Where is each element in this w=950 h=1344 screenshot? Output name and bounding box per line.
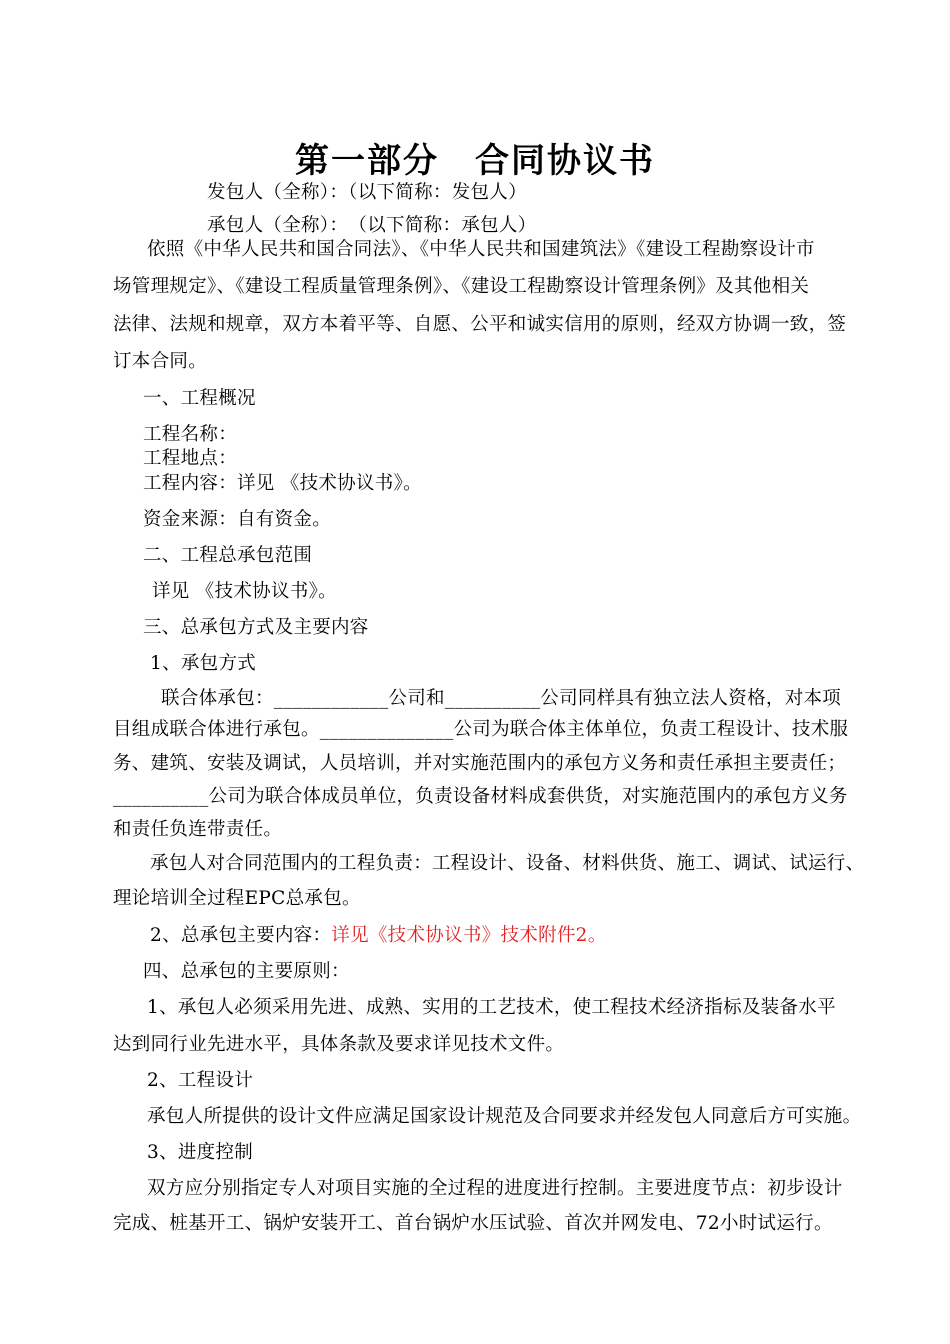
employer-line: 发包人（全称）：（以下简称：发包人） — [207, 182, 527, 203]
project-name: 工程名称： — [143, 424, 238, 445]
schedule-line: 完成、桩基开工、锅炉安装开工、首台锅炉水压试验、首次并网发电、72小时试运行。 — [113, 1213, 833, 1234]
design-body: 承包人所提供的设计文件应满足国家设计规范及合同要求并经发包人同意后方可实施。 — [147, 1106, 862, 1127]
design-heading: 2、工程设计 — [147, 1070, 254, 1091]
consortium-line: 和责任负连带责任。 — [113, 819, 283, 840]
schedule-heading: 3、进度控制 — [147, 1142, 254, 1163]
intro-line: 依照《中华人民共和国合同法》、《中华人民共和国建筑法》《建设工程勘察设计市 — [147, 239, 815, 260]
intro-line: 场管理规定》、《建设工程质量管理条例》、《建设工程勘察设计管理条例》及其他相关 — [113, 276, 810, 297]
main-content-line — [150, 924, 607, 948]
intro-line: 订本合同。 — [113, 351, 208, 372]
intro-line: 法律、法规和规章，双方本着平等、自愿、公平和诚实信用的原则，经双方协调一致，签 — [113, 314, 847, 335]
section-1-heading: 一、工程概况 — [143, 388, 256, 409]
section-3-heading: 三、总承包方式及主要内容 — [143, 617, 369, 638]
project-content: 工程内容：详见 《技术协议书》。 — [143, 473, 422, 494]
schedule-line: 双方应分别指定专人对项目实施的全过程的进度进行控制。主要进度节点：初步设计 — [147, 1178, 843, 1199]
section-2-heading: 二、工程总承包范围 — [143, 545, 313, 566]
principle-line: 达到同行业先进水平，具体条款及要求详见技术文件。 — [113, 1034, 565, 1055]
consortium-line: 目组成联合体进行承包。______________公司为联合体主体单位，负责工程设计、技术服 — [113, 719, 849, 740]
subsection-heading: 1、承包方式 — [150, 653, 257, 674]
consortium-line: 务、建筑、安装及调试，人员培训，并对实施范围内的承包方义务和责任承担主要责任； — [113, 753, 847, 774]
funding-source: 资金来源：自有资金。 — [143, 509, 332, 530]
consortium-line: 联合体承包：____________公司和__________公司同样具有独立法人资格，对本项 — [161, 688, 842, 709]
contractor-line: 承包人（全称）： （以下简称：承包人） — [207, 215, 537, 236]
section-2-body: 详见 《技术协议书》。 — [152, 581, 337, 602]
project-location: 工程地点： — [143, 448, 238, 469]
responsibility-line: 理论培训全过程EPC总承包。 — [113, 888, 361, 909]
consortium-line: __________公司为联合体成员单位，负责设备材料成套供货，对实施范围内的承包方义务 — [113, 786, 848, 807]
responsibility-line: 承包人对合同范围内的工程负责：工程设计、设备、材料供货、施工、调试、试运行、 — [150, 853, 865, 874]
section-4-heading: 四、总承包的主要原则： — [143, 961, 350, 982]
main-content-label: 2、总承包主要内容： — [150, 925, 332, 946]
page-title: 第一部分 合同协议书 — [295, 141, 655, 181]
principle-line: 1、承包人必须采用先进、成熟、实用的工艺技术，使工程技术经济指标及装备水平 — [147, 997, 836, 1018]
main-content-reference: 详见《技术协议书》技术附件2。 — [331, 925, 607, 946]
